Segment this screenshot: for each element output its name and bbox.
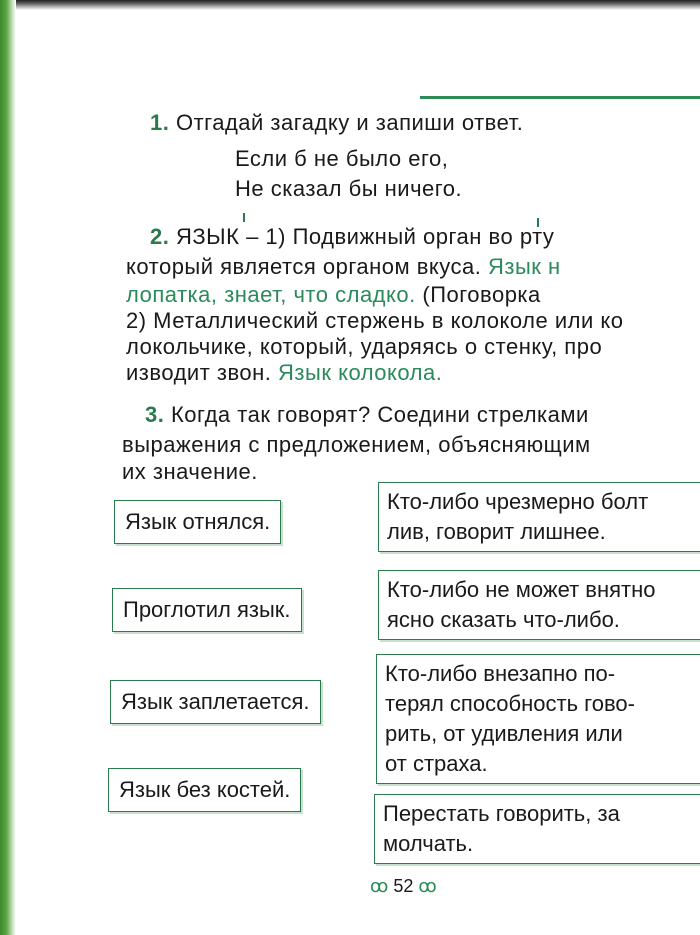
task1-number: 1.	[150, 110, 170, 135]
meaning-text: от страха.	[385, 751, 488, 776]
ornament-icon: ꝏ	[370, 876, 389, 896]
task3-instruction: Когда так говорят? Соедини стрелками	[170, 402, 589, 427]
task2-line-4: 2) Металлический стержень в колоколе или ко	[126, 308, 624, 333]
page-number-value: 52	[393, 876, 414, 896]
meaning-box[interactable]	[376, 654, 700, 784]
expression-box[interactable]: Язык без костей.	[108, 768, 301, 812]
task2-example: лопатка, знает, что сладко.	[126, 282, 416, 307]
meaning-text: лив, говорит лишнее.	[387, 519, 606, 544]
meaning-text: Кто-либо не может внятно	[387, 577, 656, 602]
task2-number: 2.	[150, 224, 170, 249]
task2-line-3	[126, 282, 541, 308]
task1-heading	[150, 110, 523, 136]
task2-text: который является органом вкуса.	[126, 254, 482, 279]
meaning-text: Перестать говорить, за	[383, 801, 620, 826]
expression-box[interactable]: Проглотил язык.	[112, 588, 302, 632]
task3-line-2: выражения с предложением, объясняющим	[122, 432, 591, 457]
task2-example: Язык колокола.	[278, 360, 443, 385]
meaning-text: Кто-либо внезапно по-	[385, 661, 616, 686]
meaning-box[interactable]	[378, 482, 700, 552]
task3-line-3: их значение.	[122, 459, 258, 484]
stress-mark	[243, 213, 245, 222]
task2-line-6	[126, 360, 442, 386]
task2-definition-1: ЯЗЫК – 1) Подвижный орган во рту	[175, 224, 555, 249]
meaning-text: молчать.	[383, 831, 474, 856]
task2-line-5: локольчике, который, ударяясь о стенку, про	[126, 334, 603, 359]
book-spine-edge	[0, 0, 16, 935]
task1-instruction: Отгадай загадку и запиши ответ.	[175, 110, 524, 135]
header-rule	[420, 96, 700, 99]
meaning-text: рить, от удивления или	[385, 721, 623, 746]
meaning-text: Кто-либо чрезмерно болт	[387, 489, 649, 514]
ornament-icon: ꝏ	[418, 876, 437, 896]
meaning-box[interactable]	[374, 794, 700, 864]
task3-line-1	[145, 402, 589, 428]
task2-example: Язык н	[488, 254, 561, 279]
expression-box[interactable]: Язык заплетается.	[110, 680, 321, 724]
task2-text: (Поговорка	[422, 282, 541, 307]
task3-number: 3.	[145, 402, 165, 427]
page-top-shadow	[0, 0, 700, 10]
page-number	[370, 876, 437, 897]
meaning-box[interactable]	[378, 570, 700, 640]
riddle-line-1: Если б не было его,	[235, 146, 449, 171]
expression-box[interactable]: Язык отнялся.	[114, 500, 281, 544]
meaning-text: терял способность гово-	[385, 691, 635, 716]
riddle-line-2: Не сказал бы ничего.	[235, 176, 463, 201]
task2-line-2	[126, 254, 561, 280]
task2-text: изводит звон.	[126, 360, 272, 385]
meaning-text: ясно сказать что-либо.	[387, 607, 620, 632]
task2-line-1	[150, 224, 554, 250]
